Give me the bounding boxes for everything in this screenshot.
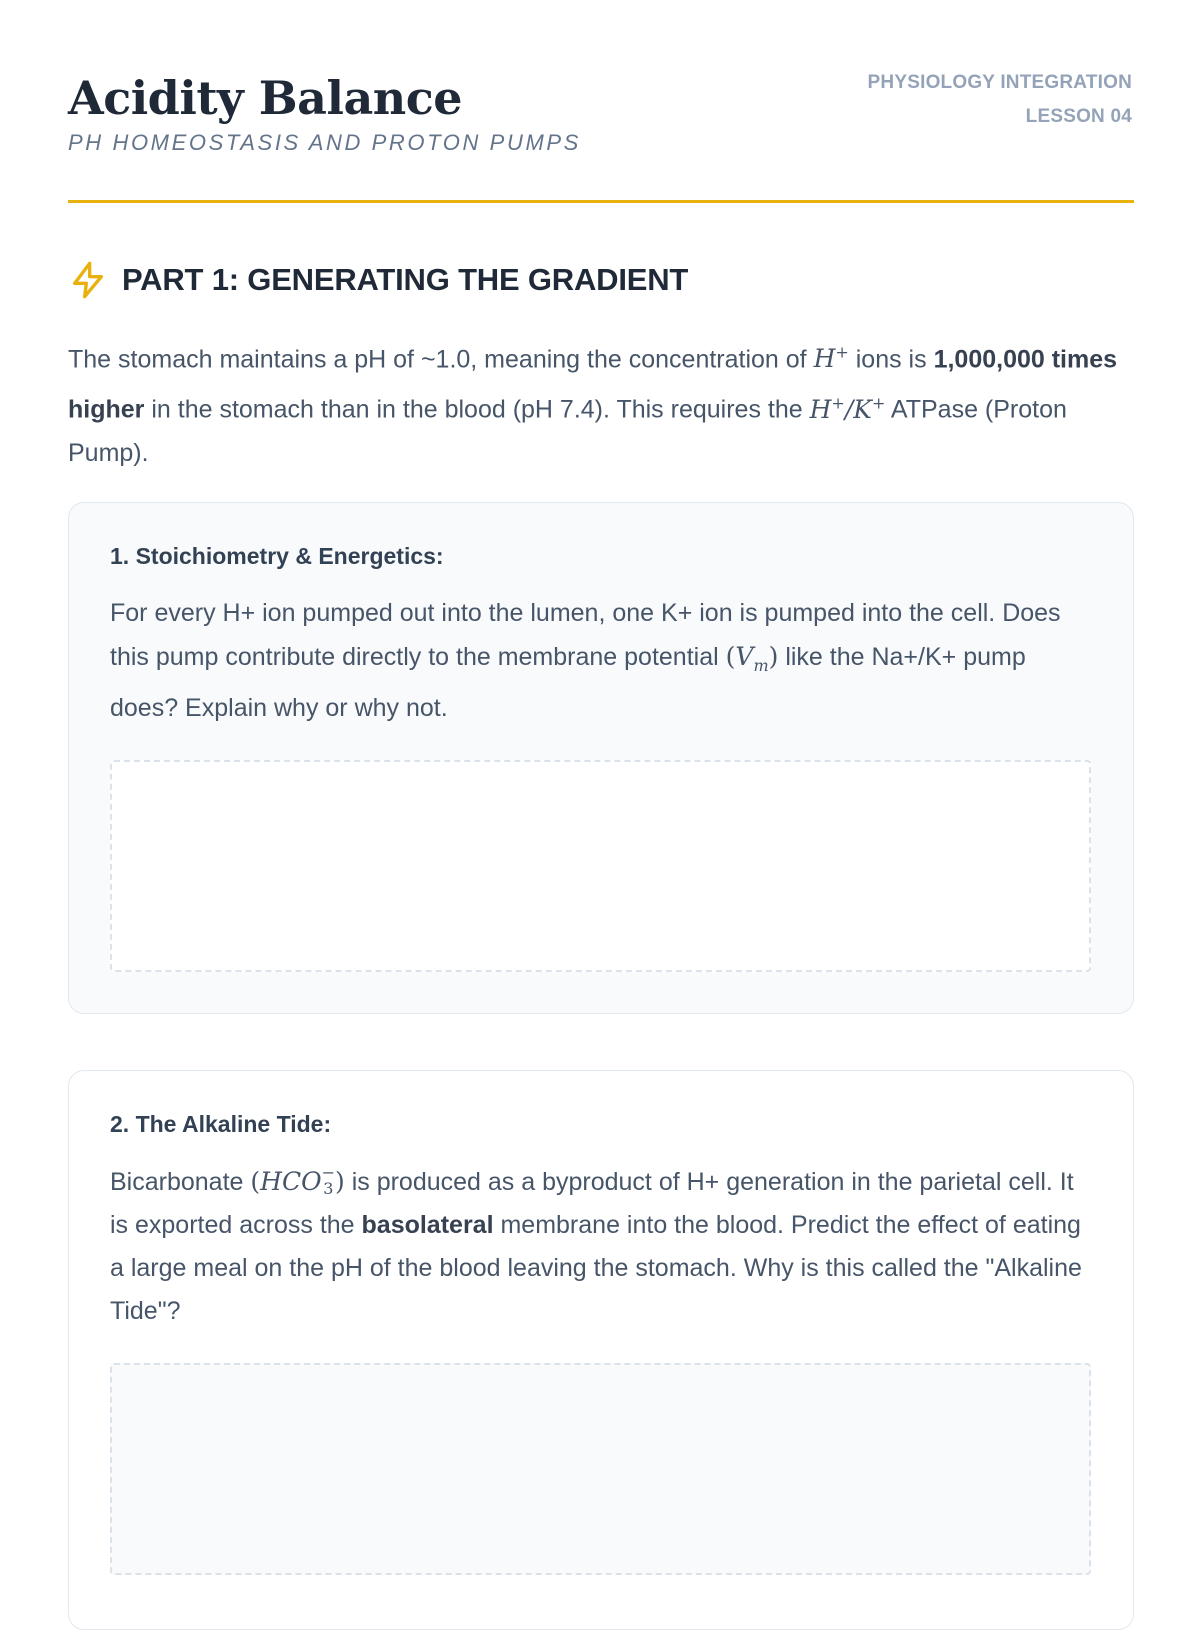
intro-text: The stomach maintains a pH of ~1.0, meaning the concentration of bbox=[68, 345, 814, 374]
header bbox=[68, 0, 1132, 155]
lesson-meta bbox=[868, 66, 1132, 134]
lesson-number: LESSON 04 bbox=[1025, 106, 1132, 127]
math-bicarbonate: (HCO − 3 ) bbox=[250, 1163, 345, 1198]
question-card-2 bbox=[68, 1070, 1134, 1630]
answer-box[interactable] bbox=[110, 760, 1091, 972]
intro-emphasis: 1,000,000 times higher bbox=[68, 345, 1118, 424]
section-title: PART 1: GENERATING THE GRADIENT bbox=[122, 262, 689, 297]
math-h-k: H+/K+ bbox=[809, 393, 886, 424]
intro-text: in the stomach than in the blood (pH 7.4). This requires the bbox=[144, 395, 810, 424]
intro-paragraph bbox=[68, 331, 1134, 475]
answer-box[interactable] bbox=[110, 1363, 1091, 1575]
page-subtitle: PH HOMEOSTASIS AND PROTON PUMPS bbox=[68, 130, 581, 155]
intro-text: ions is bbox=[848, 345, 934, 374]
question-text: Bicarbonate (HCO − 3 ) is produced as a byproduct of H+ generation in the parietal cell. It is exported across the basolateral membrane into the blood. Predict the effect of eating a large meal on the pH of the blood leaving the stomach. Why is this called the "Alkaline Tide"? bbox=[110, 1163, 1082, 1325]
course-name: PHYSIOLOGY INTEGRATION bbox=[867, 72, 1132, 93]
question-card-1 bbox=[68, 502, 1134, 1014]
question-text: For every H+ ion pumped out into the lumen, one K+ ion is pumped into the cell. Does this pump contribute directly to the membrane potential $(V_m)$ like the Na+/K+ pump does? Explain why or why not. bbox=[110, 599, 1061, 722]
page-title: Acidity Balance bbox=[68, 71, 462, 125]
math-h-ion: H+ bbox=[813, 343, 849, 374]
question-label: 1. Stoichiometry & Energetics: bbox=[110, 543, 444, 569]
math-vm: $(V_m)$ bbox=[725, 642, 779, 675]
lightning-bolt-icon bbox=[68, 260, 108, 300]
intro-text: ATPase (Proton Pump). bbox=[68, 395, 1067, 467]
header-divider bbox=[68, 200, 1134, 203]
question-label: 2. The Alkaline Tide: bbox=[110, 1111, 332, 1137]
section-header bbox=[68, 260, 688, 300]
